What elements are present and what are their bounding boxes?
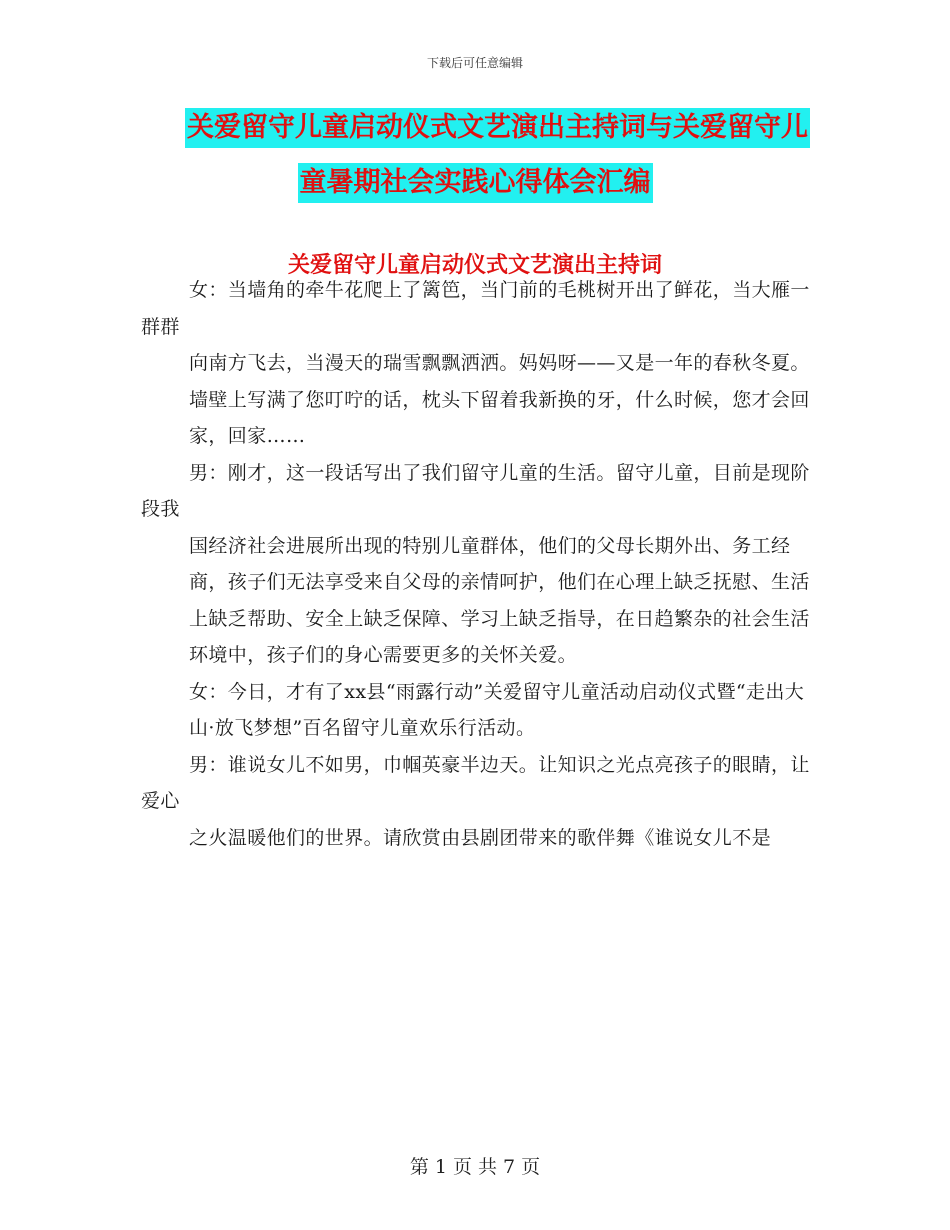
paragraph: 家，回家…… <box>189 425 306 447</box>
paragraph: 上缺乏帮助、安全上缺乏保障、学习上缺乏指导，在日趋繁杂的社会生活 <box>189 607 810 630</box>
paragraph: 山·放飞梦想”百名留守儿童欢乐行活动。 <box>189 717 536 739</box>
header-note: 下载后可任意编辑 <box>426 56 523 70</box>
paragraph: 国经济社会进展所出现的特别儿童群体，他们的父母长期外出、务工经 <box>189 534 791 557</box>
paragraph: 男：刚才，这一段话写出了我们留守儿童的生活。留守儿童，目前是现阶段我 <box>141 461 810 520</box>
paragraph: 之火温暖他们的世界。请欣赏由县剧团带来的歌伴舞《谁说女儿不是 <box>189 826 772 849</box>
paragraph: 商，孩子们无法享受来自父母的亲情呵护，他们在心理上缺乏抚慰、生活 <box>189 571 810 593</box>
paragraph: 男：谁说女儿不如男，巾帼英豪半边天。让知识之光点亮孩子的眼睛，让爱心 <box>141 753 810 812</box>
document-title <box>0 108 950 203</box>
document-body <box>141 272 811 856</box>
paragraph: 女：当墙角的牵牛花爬上了篱笆，当门前的毛桃树开出了鲜花，当大雁一群群 <box>141 279 810 338</box>
paragraph: 墙壁上写满了您叮咛的话，枕头下留着我新换的牙，什么时候，您才会回 <box>189 388 810 411</box>
paragraph: 向南方飞去，当漫天的瑞雪飘飘洒洒。妈妈呀——又是一年的春秋冬夏。 <box>189 352 810 374</box>
page-footer: 第 1 页 共 7 页 <box>409 1156 541 1178</box>
document-title-line-1: 关爱留守儿童启动仪式文艺演出主持词与关爱留守儿 <box>185 108 810 148</box>
document-title-line-2: 童暑期社会实践心得体会汇编 <box>298 163 653 203</box>
section-title: 关爱留守儿童启动仪式文艺演出主持词 <box>287 253 662 278</box>
paragraph: 环境中，孩子们的身心需要更多的关怀关爱。 <box>189 644 578 666</box>
paragraph: 女：今日，才有了xx县“雨露行动”关爱留守儿童活动启动仪式暨“走出大 <box>189 680 805 703</box>
